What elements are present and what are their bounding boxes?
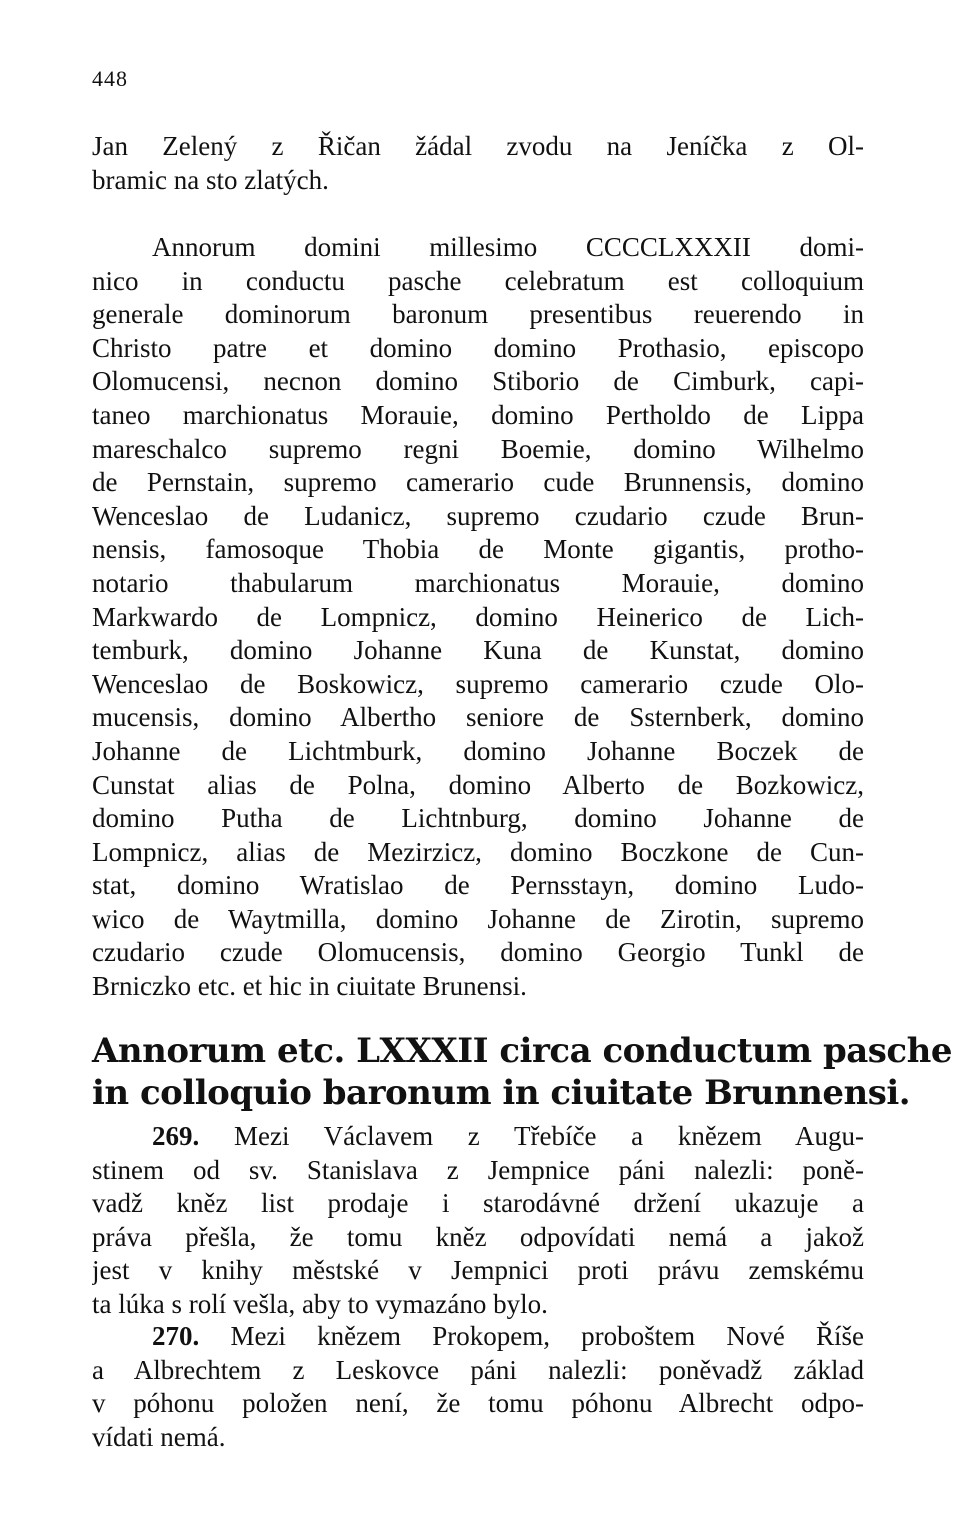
entry-first-line-text: Mezi Václavem z Třebíče a knězem Augu- — [233, 1121, 864, 1151]
entry-number: 269. — [152, 1121, 200, 1151]
page-number: 448 — [92, 66, 128, 91]
text-line: mareschalco supremo regni Boemie, domino Wilhelmo — [92, 433, 864, 464]
section-heading — [92, 1030, 952, 1114]
text-line: temburk, domino Johanne Kuna de Kunstat, domino — [92, 635, 864, 666]
text-line: Christo patre et domino domino Prothasio, episcopo — [92, 332, 864, 363]
heading-line: Annorum etc. LXXXII circa conductum pasche — [92, 1031, 952, 1071]
text-line: Jan Zelený z Řičan žádal zvodu na Jeníčka z Ol- — [92, 131, 864, 161]
text-line: vídati nemá. — [92, 1421, 226, 1452]
text-line: Lompnicz, alias de Mezirzicz, domino Boczkone de Cun- — [92, 836, 864, 867]
text-line: Cunstat alias de Polna, domino Alberto de Bozkowicz, — [92, 769, 864, 800]
text-line: jest v knihy městské v Jempnici proti právu zemskému — [92, 1255, 864, 1286]
text-line: Brniczko etc. et hic in ciuitate Brunensi. — [92, 971, 527, 1002]
colloquium-paragraph — [92, 231, 864, 1004]
text-line — [92, 1120, 864, 1154]
text-line: generale dominorum baronum presentibus reuerendo in — [92, 299, 864, 330]
text-line: nico in conductu pasche celebratum est colloquium — [92, 265, 864, 296]
text-line: vadž kněz list prodaje i starodávné držení ukazuje a — [92, 1188, 864, 1219]
text-line: nensis, famosoque Thobia de Monte gigantis, protho- — [92, 534, 864, 565]
heading-line: in colloquio baronum in ciuitate Brunnensi. — [92, 1073, 911, 1113]
text-line: bramic na sto zlatých. — [92, 164, 329, 195]
text-line: a Albrechtem z Leskovce páni nalezli: poněvadž základ — [92, 1354, 864, 1385]
entry-paragraph — [92, 130, 864, 197]
text-line: v póhonu položen není, že tomu póhonu Albrecht odpo- — [92, 1388, 864, 1419]
text-line: práva přešla, že tomu kněz odpovídati nemá a jakož — [92, 1221, 864, 1252]
text-line: domino Putha de Lichtnburg, domino Johanne de — [92, 803, 864, 834]
text-line: stinem od sv. Stanislava z Jempnice páni nalezli: poně- — [92, 1154, 864, 1185]
text-line: Wenceslao de Ludanicz, supremo czudario czude Brun- — [92, 500, 864, 531]
text-line: notario thabularum marchionatus Morauie, domino — [92, 567, 864, 598]
text-line: taneo marchionatus Morauie, domino Pertholdo de Lippa — [92, 399, 864, 430]
text-line: mucensis, domino Albertho seniore de Ssternberk, domino — [92, 702, 864, 733]
text-line: Markwardo de Lompnicz, domino Heinerico de Lich- — [92, 601, 864, 632]
text-line: Olomucensi, necnon domino Stiborio de Cimburk, capi- — [92, 366, 864, 397]
text-line: ta lúka s rolí vešla, aby to vymazáno bylo. — [92, 1288, 548, 1319]
text-line: Johanne de Lichtmburk, domino Johanne Boczek de — [92, 735, 864, 766]
entry-first-line-text: Mezi knězem Prokopem, proboštem Nové Říše — [230, 1321, 864, 1351]
entry-269-paragraph — [92, 1120, 864, 1322]
text-line: Annorum domini millesimo CCCCLXXXII domi- — [152, 232, 864, 262]
text-line: czudario czude Olomucensis, domino Georgio Tunkl de — [92, 937, 864, 968]
text-line: de Pernstain, supremo camerario cude Brunnensis, domino — [92, 467, 864, 498]
entry-number: 270. — [152, 1321, 200, 1351]
text-line: wico de Waytmilla, domino Johanne de Zirotin, supremo — [92, 903, 864, 934]
text-line — [92, 1320, 864, 1354]
entry-270-paragraph — [92, 1320, 864, 1454]
text-line: stat, domino Wratislao de Pernsstayn, domino Ludo- — [92, 870, 864, 901]
text-line: Wenceslao de Boskowicz, supremo camerario czude Olo- — [92, 668, 864, 699]
